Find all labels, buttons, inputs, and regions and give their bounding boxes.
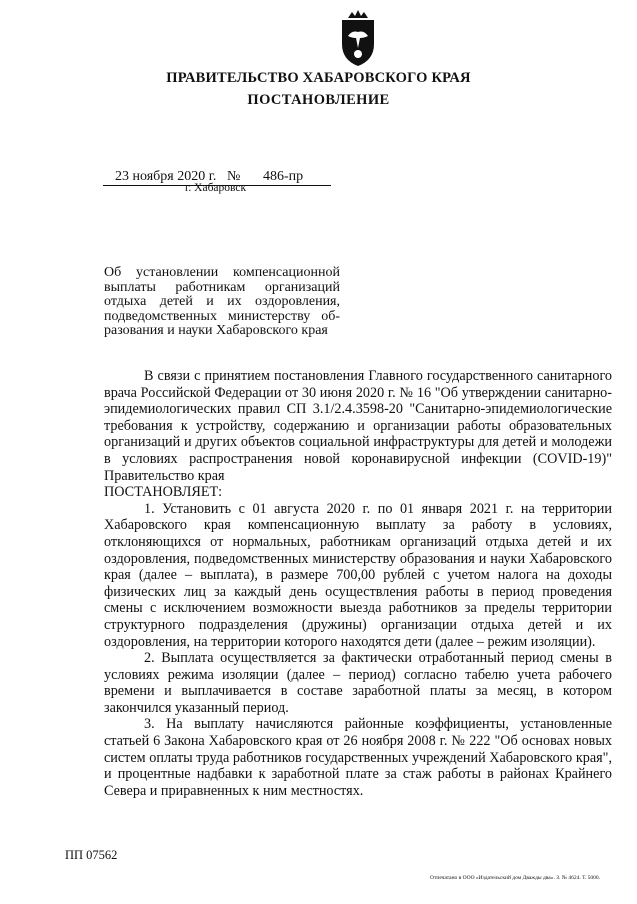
document-type: ПОСТАНОВЛЕНИЕ xyxy=(247,92,390,108)
document-number: 486-пр xyxy=(263,169,304,184)
document-city: г. Хабаровск xyxy=(185,182,247,194)
subject-line: Об установлении компенсационной xyxy=(104,265,340,280)
government-title: ПРАВИТЕЛЬСТВО ХАБАРОВСКОГО КРАЯ xyxy=(166,70,471,86)
coat-of-arms-icon xyxy=(334,8,382,68)
printing-note: Отпечатано в ООО «Издательский дом Дважды два». З. № 4624. Т. 5000. xyxy=(430,875,601,881)
document-date: 23 ноября 2020 г. xyxy=(115,169,217,184)
document-body xyxy=(104,368,612,799)
subject-line: подведомственных министерству об- xyxy=(104,308,340,324)
item-3-paragraph: 3. На выплату начисляются районные коэффициенты, установленные статьей 6 Закона Хабаровского края от 26 ноября 2008 г. № 222 "Об основах новых систем оплаты труда работников государственных учреждений Хабаровского края", и процентные надбавки к заработной плате за стаж работы в районах Крайнего Севера и приравненных к ним местностях. xyxy=(104,716,612,799)
document-subject xyxy=(104,266,340,339)
subject-line: отдыха детей и их оздоровления, xyxy=(104,294,340,309)
preamble-paragraph: В связи с принятием постановления Главного государственного санитарного врача Российской Федерации от 30 июня 2020 г. № 16 "Об утверждении санитарно-эпидемиологических правил СП 3.1/2.4.3598-20 "Санитарно-эпидемиологические требования к устройству, содержанию и организации работы образовательных организаций и других объектов социальной инфраструктуры для детей и молодежи в условиях распространения новой коронавирусной инфекции (COVID-19)" Правительство края xyxy=(104,368,612,484)
item-1-paragraph: 1. Установить с 01 августа 2020 г. по 01 января 2021 г. на территории Хабаровского края компенсационную выплату за работу в условиях, отклоняющихся от нормальных, работникам организаций отдыха детей и их оздоровления, подведомственных министерству образования и науки Хабаровского края (далее – выплата), в размере 700,00 рублей с учетом налога на доходы физических лиц за каждый день осуществления работы в период проведения смены с исключением возможности выезда работников за пределы территории структурного подразделения (дружины) организации отдыха детей и их оздоровления, на территории которого находятся дети (далее – режим изоляции). xyxy=(104,500,612,650)
item-2-paragraph: 2. Выплата осуществляется за фактически отработанный период смены в условиях режима изоляции (далее – период) согласно табелю учета рабочего времени и выплачивается в составе заработной платы за месяц, в котором закончился указанный период. xyxy=(104,650,612,716)
decree-word: ПОСТАНОВЛЯЕТ: xyxy=(104,484,223,501)
document-code: ПП 07562 xyxy=(65,848,118,862)
subject-line: разования и науки Хабаровского края xyxy=(104,323,328,338)
subject-line: выплаты работникам организаций xyxy=(104,279,340,295)
number-sign: № xyxy=(227,169,241,184)
